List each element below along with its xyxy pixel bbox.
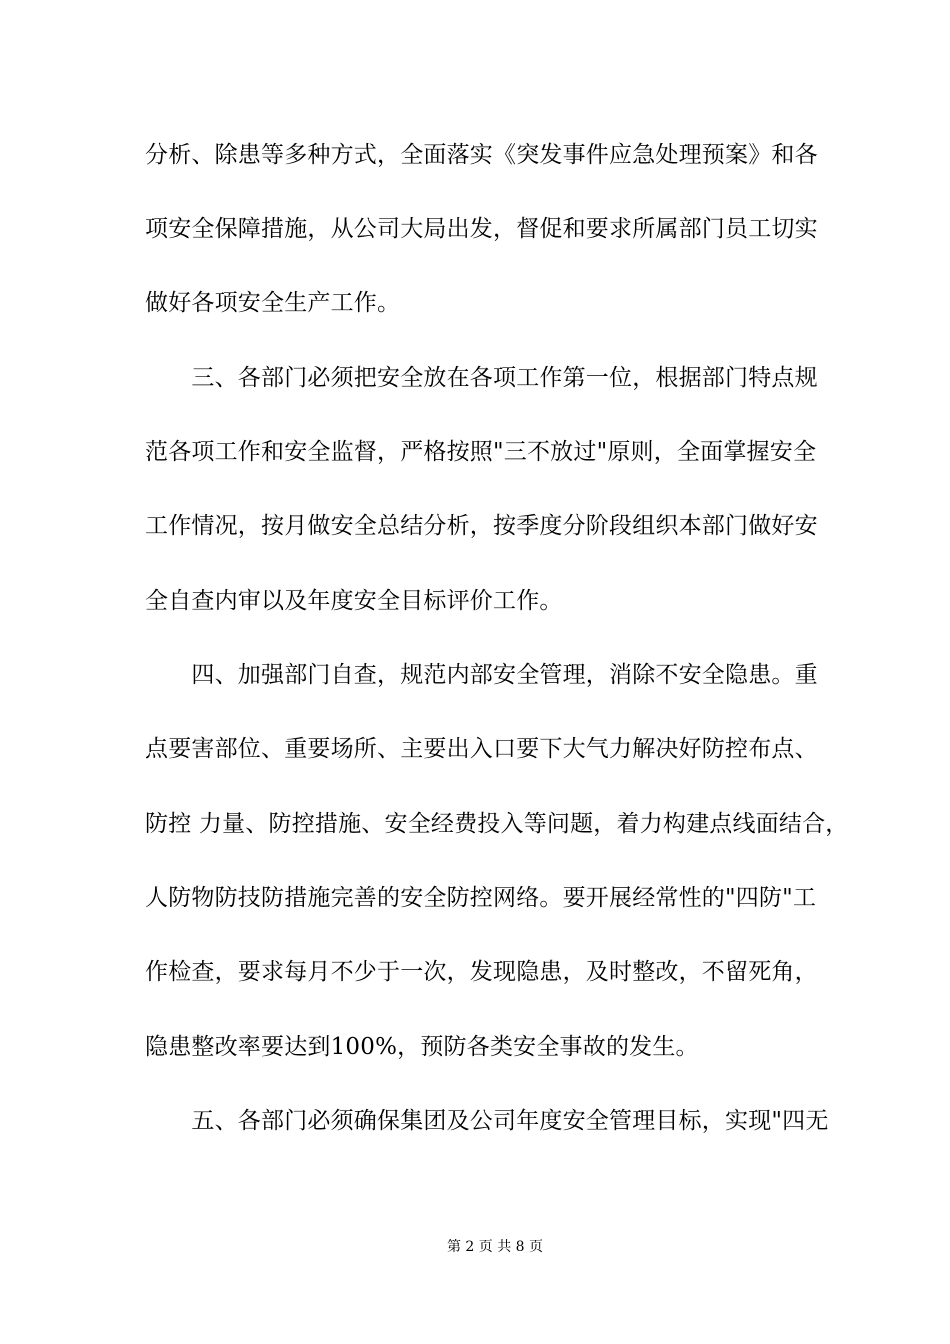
text-line: 点要害部位、重要场所、主要出入口要下大气力解决好防控布点、 [145, 736, 818, 762]
text-line: 五、各部门必须确保集团及公司年度安全管理目标，实现"四无 [145, 1108, 829, 1134]
text-line: 分析、除患等多种方式，全面落实《突发事件应急处理预案》和各 [145, 142, 818, 168]
text-line: 范各项工作和安全监督，严格按照"三不放过"原则，全面掌握安全 [145, 439, 817, 465]
text-line: 作检查，要求每月不少于一次，发现隐患，及时整改，不留死角， [145, 959, 818, 985]
text-line: 工作情况，按月做安全总结分析，按季度分阶段组织本部门做好安 [145, 513, 818, 539]
text-line: 四、加强部门自查，规范内部安全管理，消除不安全隐患。重 [145, 662, 818, 688]
text-line: 防控 力量、防控措施、安全经费投入等问题，着力构建点线面结合， [145, 811, 849, 837]
text-line: 项安全保障措施，从公司大局出发，督促和要求所属部门员工切实 [145, 216, 818, 242]
text-line: 做好各项安全生产工作。 [145, 290, 401, 316]
page-footer: 第 2 页 共 8 页 [446, 1239, 544, 1255]
text-line: 全自查内审以及年度安全目标评价工作。 [145, 588, 563, 614]
text-line: 人防物防技防措施完善的安全防控网络。要开展经常性的"四防"工 [145, 885, 817, 911]
text-line: 隐患整改率要达到100%，预防各类安全事故的发生。 [145, 1034, 699, 1060]
text-line: 三、各部门必须把安全放在各项工作第一位，根据部门特点规 [145, 365, 818, 391]
